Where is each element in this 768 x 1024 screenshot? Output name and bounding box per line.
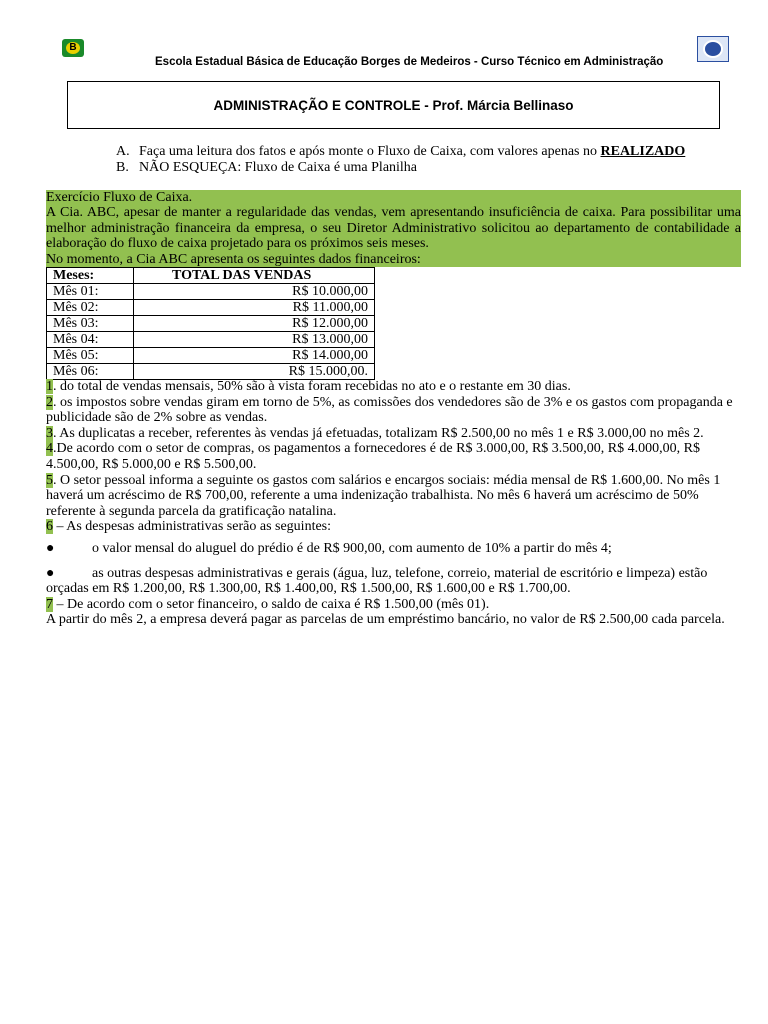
instruction-text: Faça uma leitura dos fatos e após monte o Fluxo de Caixa, com valores apenas no [139, 144, 601, 159]
table-header-row [47, 268, 375, 284]
table-row [47, 300, 375, 316]
sales-cell: R$ 14.000,00 [134, 348, 375, 364]
sales-cell: R$ 15.000,00. [134, 364, 375, 380]
school-logo-left [62, 39, 84, 57]
item-number: 4 [46, 441, 53, 457]
instruction-letter: B. [116, 160, 129, 175]
exercise-intro: A Cia. ABC, apesar de manter a regularidade das vendas, vem apresentando insuficiência de caixa. Para possibilitar uma melhor administração financeira da empresa, o seu Diretor Administrativo solicitou ao departamento de contabilidade a elaboração do fluxo de caixa projetado para os próximos seis meses. [46, 205, 741, 252]
school-name: Escola Estadual Básica de Educação Borges de Medeiros - Curso Técnico em Administração [155, 56, 664, 68]
month-cell: Mês 04: [47, 332, 134, 348]
item-2 [46, 395, 741, 426]
item-text: – As despesas administrativas serão as seguintes: [53, 519, 332, 535]
table-row [47, 332, 375, 348]
bullet-text: o valor mensal do aluguel do prédio é de R$ 900,00, com aumento de 10% a partir do mês 4; [92, 540, 612, 556]
item-7 [46, 597, 741, 613]
item-text: . os impostos sobre vendas giram em torno de 5%, as comissões dos vendedores são de 3% e os gastos com propaganda e publicidade são de 2% sobre as vendas. [46, 394, 733, 426]
item-number: 3 [46, 425, 53, 441]
table-header-sales: TOTAL DAS VENDAS [134, 268, 375, 284]
exercise-items [46, 379, 741, 628]
sales-cell: R$ 13.000,00 [134, 332, 375, 348]
bullet-text: as outras despesas administrativas e gerais (água, luz, telefone, correio, material de escritório e limpeza) estão orçadas em R$ 1.200,00, R$ 1.300,00, R$ 1.400,00, R$ 1.500,00, R$ 1.600,00 e R$ 1.700,00. [46, 565, 708, 597]
exercise-lead: No momento, a Cia ABC apresenta os seguintes dados financeiros: [46, 251, 421, 267]
loan-note: A partir do mês 2, a empresa deverá pagar as parcelas de um empréstimo bancário, no valor de R$ 2.500,00 cada parcela. [46, 612, 725, 628]
school-logo-letter: B [66, 42, 80, 54]
month-cell: Mês 06: [47, 364, 134, 380]
item-number: 7 [46, 596, 53, 612]
item-number: 5 [46, 472, 53, 488]
item-text: . As duplicatas a receber, referentes às vendas já efetuadas, totalizam R$ 2.500,00 no mês 1 e R$ 3.000,00 no mês 2. [53, 425, 704, 441]
item-text: – De acordo com o setor financeiro, o saldo de caixa é R$ 1.500,00 (mês 01). [53, 596, 490, 612]
instructions-list [116, 144, 685, 176]
table-row [47, 316, 375, 332]
item-4 [46, 441, 741, 472]
item-number: 2 [46, 394, 53, 410]
item-6 [46, 519, 741, 535]
exercise-highlight-block [46, 190, 741, 267]
table-row [47, 364, 375, 380]
item-text: . O setor pessoal informa a seguinte os gastos com salários e encargos sociais: média mensal de R$ 1.600,00. No mês 1 haverá um acréscimo de R$ 700,00, referente a uma indenização trabalhista. No mês 6 haverá um acréscimo de 50% referente à segunda parcela da gratificação natalina. [46, 472, 721, 519]
document-title-box [67, 81, 720, 129]
document-title: ADMINISTRAÇÃO E CONTROLE - Prof. Márcia Bellinaso [213, 97, 574, 113]
instruction-a [116, 144, 685, 160]
month-cell: Mês 05: [47, 348, 134, 364]
month-cell: Mês 01: [47, 284, 134, 300]
sales-cell: R$ 11.000,00 [134, 300, 375, 316]
bullet-rent [46, 541, 741, 557]
exercise-title: Exercício Fluxo de Caixa. [46, 190, 193, 205]
sales-cell: R$ 10.000,00 [134, 284, 375, 300]
table-header-months: Meses: [47, 268, 134, 284]
item-text: . do total de vendas mensais, 50% são à vista foram recebidas no ato e o restante em 30 dias. [53, 379, 571, 394]
sales-cell: R$ 12.000,00 [134, 316, 375, 332]
instruction-letter: A. [116, 144, 130, 159]
emblem-logo-right [697, 36, 729, 62]
item-number: 1 [46, 379, 53, 394]
instruction-b [116, 160, 685, 176]
item-number: 6 [46, 519, 53, 535]
item-1 [46, 379, 741, 395]
sales-table [46, 267, 375, 380]
month-cell: Mês 03: [47, 316, 134, 332]
item-text: .De acordo com o setor de compras, os pagamentos a fornecedores é de R$ 3.000,00, R$ 3.500,00, R$ 4.000,00, R$ 4.500,00, R$ 5.000,00 e R$ 5.500,00. [46, 441, 700, 472]
bullet-icon: ● [46, 540, 55, 556]
item-5 [46, 473, 741, 520]
instruction-emphasis: REALIZADO [600, 144, 686, 159]
table-row [47, 284, 375, 300]
month-cell: Mês 02: [47, 300, 134, 316]
table-row [47, 348, 375, 364]
emblem-icon [703, 40, 723, 58]
instruction-text: NÃO ESQUEÇA: Fluxo de Caixa é uma Planilha [139, 160, 418, 175]
bullet-icon: ● [46, 565, 55, 581]
bullet-admin-expenses [46, 566, 741, 597]
item-3 [46, 426, 741, 442]
